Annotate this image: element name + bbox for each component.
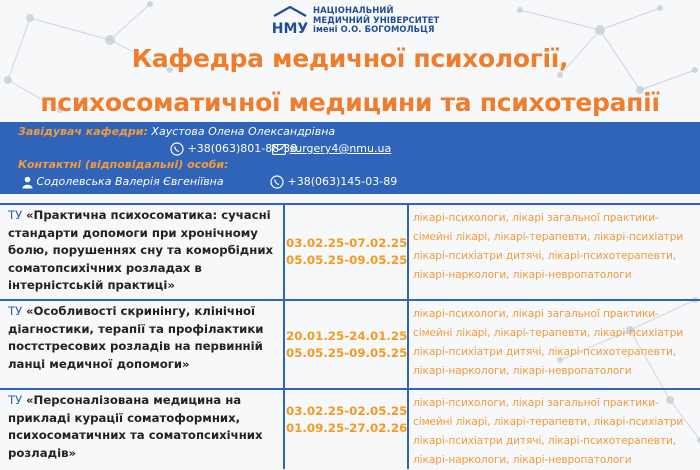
course-audience-cell: [409, 301, 700, 388]
contact-person-name: Содолевська Валерія Євгеніївна: [36, 175, 224, 188]
course-date-range: 05.05.25-09.05.25: [286, 345, 408, 360]
audience-line: сімейні лікарі, лікарі-терапевти, лікарі-психіатри: [413, 416, 684, 428]
audience-line: лікарі-наркологи, лікарі-невропатологи: [413, 365, 632, 377]
department-head-label: Завідувач кафедри:: [18, 125, 148, 138]
university-line: МЕДИЧНИЙ УНІВЕРСИТЕТ: [313, 14, 440, 25]
course-type-prefix: ТУ: [8, 208, 26, 222]
course-audience-cell: [409, 390, 700, 469]
course-dates-cell: [285, 390, 407, 450]
course-title: [8, 207, 275, 295]
audience-line: лікарі-наркологи, лікарі-невропатологи: [413, 269, 632, 281]
course-name: «Особливості скринінгу, клінічної діагностики, терапії та профілактики постстресових розладів на первинній ланці медичної допомоги»: [8, 304, 264, 371]
contact-info-banner: [0, 122, 700, 194]
course-title-cell: [0, 390, 283, 469]
audience-line: сімейні лікарі, лікарі-терапевти, лікарі-психіатри: [413, 327, 684, 339]
course-date-range: 20.01.25-24.01.25: [286, 328, 408, 343]
contact-person-row: [22, 175, 224, 189]
course-date-range: 03.02.25-07.02.25: [286, 236, 408, 250]
university-logo: [272, 6, 439, 36]
audience-line: сімейні лікарі, лікарі-терапевти, лікарі-психіатри: [413, 231, 684, 243]
person-icon: [22, 176, 33, 189]
courses-table: [0, 203, 700, 469]
course-title-cell: [0, 301, 283, 388]
whatsapp-icon: [270, 175, 284, 189]
whatsapp-icon: [170, 142, 184, 156]
course-type-prefix: ТУ: [8, 393, 26, 407]
course-dates-cell: [285, 205, 407, 299]
course-date-range: 01.09.25-27.02.26: [286, 421, 408, 435]
university-line: імені О.О. БОГОМОЛЬЦЯ: [313, 24, 435, 35]
page-title-line-2: психосоматичної медицини та психотерапії: [40, 88, 660, 117]
university-line: НАЦІОНАЛЬНИЙ: [313, 5, 394, 15]
course-dates-cell: [285, 301, 407, 388]
course-name: «Практична психосоматика: сучасні стандарти допомоги при хронічному болю, порушеннях сну та коморбідних соматопсихічних розладах в інтерністській практиці»: [8, 208, 274, 292]
course-date-range: 05.05.25-09.05.25: [286, 253, 408, 267]
nmu-logo-icon: [272, 6, 308, 36]
audience-line: лікарі-психіатри дитячі, лікарі-психотерапевти,: [413, 435, 677, 447]
logo-letters: НМУ: [272, 21, 308, 36]
course-type-prefix: ТУ: [8, 304, 26, 318]
course-title-cell: [0, 205, 283, 299]
audience-line: лікарі-психологи, лікарі загальної практики-: [413, 212, 659, 224]
email-link[interactable]: surgery4@nmu.ua: [289, 142, 392, 155]
audience-line: лікарі-психологи, лікарі загальної практики-: [413, 308, 659, 320]
department-head-name: Хаустова Олена Олександрівна: [151, 125, 336, 138]
contacts-label-row: [18, 158, 229, 171]
course-audience-cell: [409, 205, 700, 299]
audience-line: лікарі-психіатри дитячі, лікарі-психотерапевти,: [413, 346, 677, 358]
university-name: [313, 6, 439, 35]
course-title: [8, 392, 275, 462]
email-icon: [272, 144, 286, 155]
course-date-range: 03.02.25-02.05.25: [286, 404, 408, 418]
page-title-line-1: Кафедра медичної психології,: [131, 44, 569, 73]
contact-phone-row: [270, 175, 397, 189]
course-name: «Персоналізована медицина на прикладі курації соматоформних, психосоматичних та соматопсихічних розладів»: [8, 393, 263, 460]
head-phone[interactable]: +38(063)801-88-38: [187, 142, 298, 155]
course-title: [8, 303, 275, 373]
audience-line: лікарі-психіатри дитячі, лікарі-психотерапевти,: [413, 250, 677, 262]
contact-phone[interactable]: +38(063)145-03-89: [287, 175, 398, 188]
contacts-label: Контактні (відповідальні) особи:: [18, 158, 229, 171]
department-head-row: [18, 125, 335, 138]
audience-line: лікарі-психологи, лікарі загальної практики-: [413, 397, 659, 409]
audience-line: лікарі-наркологи, лікарі-невропатологи: [413, 454, 632, 466]
email-row: [272, 142, 391, 155]
